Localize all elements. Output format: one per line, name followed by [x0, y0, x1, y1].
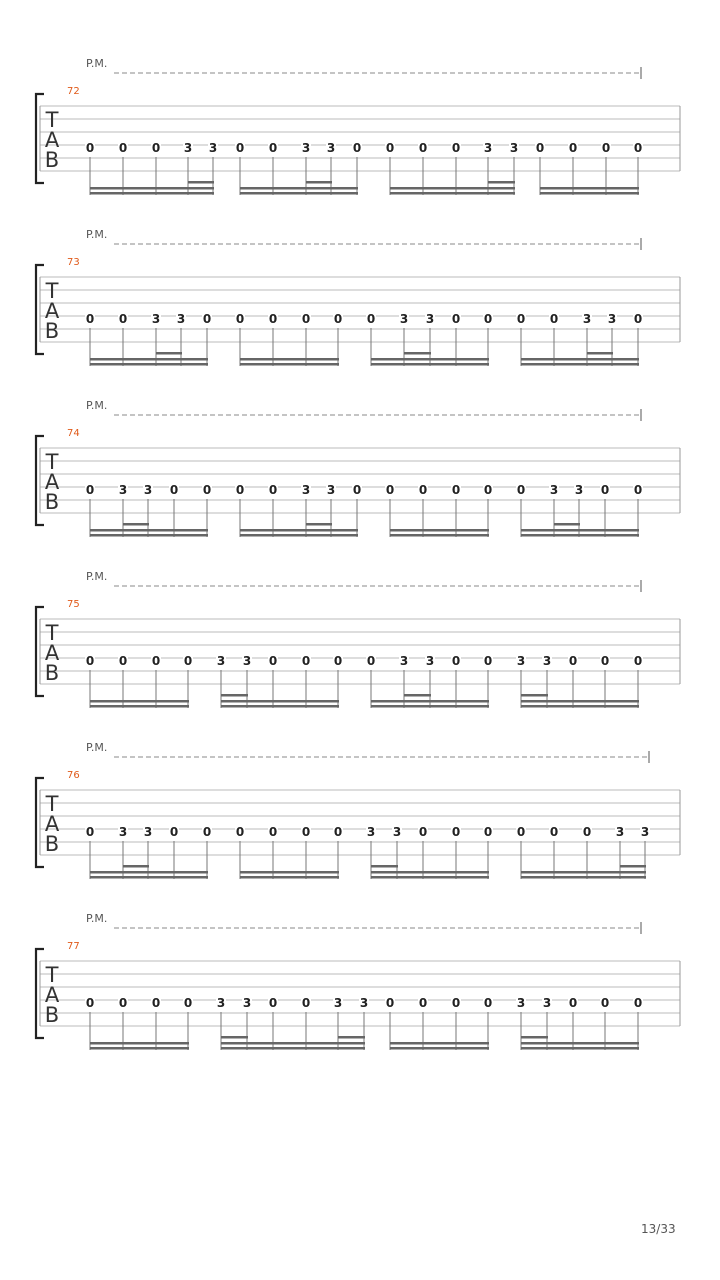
beam-sixteenth: [540, 192, 639, 195]
beam-sixteenth: [240, 876, 339, 879]
fret-number: 0: [516, 483, 526, 497]
beam-sixteenth: [90, 1047, 189, 1050]
tab-letter-a: A: [44, 128, 60, 152]
tab-system-75: [36, 570, 680, 708]
fret-number: 0: [352, 483, 362, 497]
fret-number: 0: [483, 654, 493, 668]
tab-letter-a: A: [44, 470, 60, 494]
beam-eighth: [221, 1042, 365, 1045]
beam-eighth: [90, 187, 214, 190]
beam-thirty-second: [306, 181, 332, 184]
fret-number: 3: [118, 825, 128, 839]
fret-number: 3: [425, 312, 435, 326]
beam-eighth: [371, 700, 489, 703]
beam-thirty-second: [488, 181, 515, 184]
fret-number: 0: [451, 483, 461, 497]
beam-thirty-second: [521, 694, 548, 697]
fret-number: 0: [202, 312, 212, 326]
tab-letter-b: B: [44, 832, 60, 856]
fret-number: 0: [568, 141, 578, 155]
fret-number: 0: [483, 312, 493, 326]
fret-number: 0: [352, 141, 362, 155]
fret-number: 3: [242, 996, 252, 1010]
fret-number: 0: [549, 825, 559, 839]
beam-sixteenth: [371, 705, 489, 708]
fret-number: 3: [183, 141, 193, 155]
beam-eighth: [521, 871, 646, 874]
palm-mute-label: P.M.: [86, 570, 108, 583]
page-number: 13/33: [641, 1222, 676, 1236]
beam-sixteenth: [240, 192, 358, 195]
fret-number: 0: [183, 654, 193, 668]
fret-number: 0: [268, 483, 278, 497]
palm-mute-label: P.M.: [86, 228, 108, 241]
beam-eighth: [390, 529, 489, 532]
fret-number: 0: [601, 141, 611, 155]
beam-thirty-second: [188, 181, 214, 184]
palm-mute-label: P.M.: [86, 741, 108, 754]
beam-sixteenth: [371, 876, 489, 879]
fret-number: 3: [399, 654, 409, 668]
tab-system-76: [36, 741, 680, 879]
tab-letter-a: A: [44, 983, 60, 1007]
fret-number: 0: [268, 312, 278, 326]
tab-letter-b: B: [44, 661, 60, 685]
fret-number: 0: [516, 825, 526, 839]
fret-number: 0: [169, 483, 179, 497]
beam-thirty-second: [123, 865, 149, 868]
beam-thirty-second: [371, 865, 398, 868]
tab-letter-a: A: [44, 641, 60, 665]
beam-sixteenth: [90, 192, 214, 195]
beam-thirty-second: [620, 865, 646, 868]
fret-number: 0: [483, 483, 493, 497]
fret-number: 3: [208, 141, 218, 155]
beam-eighth: [521, 358, 639, 361]
fret-number: 0: [418, 996, 428, 1010]
fret-number: 0: [118, 312, 128, 326]
fret-number: 3: [509, 141, 519, 155]
beam-thirty-second: [554, 523, 580, 526]
fret-number: 0: [202, 483, 212, 497]
fret-number: 0: [451, 654, 461, 668]
beam-thirty-second: [338, 1036, 365, 1039]
fret-number: 0: [85, 654, 95, 668]
fret-number: 0: [549, 312, 559, 326]
beam-eighth: [240, 358, 339, 361]
fret-number: 0: [85, 141, 95, 155]
fret-number: 3: [516, 654, 526, 668]
fret-number: 3: [366, 825, 376, 839]
fret-number: 3: [242, 654, 252, 668]
beam-sixteenth: [371, 363, 489, 366]
fret-number: 0: [535, 141, 545, 155]
fret-number: 0: [151, 654, 161, 668]
beam-sixteenth: [240, 534, 358, 537]
fret-number: 0: [451, 825, 461, 839]
fret-number: 0: [516, 312, 526, 326]
measure-number: 75: [67, 599, 80, 610]
fret-number: 0: [333, 312, 343, 326]
beam-sixteenth: [390, 1047, 489, 1050]
fret-number: 0: [385, 483, 395, 497]
fret-number: 3: [151, 312, 161, 326]
fret-number: 3: [333, 996, 343, 1010]
fret-number: 0: [333, 825, 343, 839]
beam-thirty-second: [306, 523, 332, 526]
fret-number: 0: [118, 996, 128, 1010]
tab-letter-t: T: [45, 963, 59, 987]
fret-number: 0: [202, 825, 212, 839]
fret-number: 3: [392, 825, 402, 839]
fret-number: 0: [600, 996, 610, 1010]
beam-sixteenth: [90, 705, 189, 708]
tab-system-72: [36, 57, 680, 195]
fret-number: 0: [235, 825, 245, 839]
tab-letter-b: B: [44, 148, 60, 172]
fret-number: 0: [633, 312, 643, 326]
fret-number: 3: [301, 141, 311, 155]
beam-sixteenth: [90, 534, 208, 537]
fret-number: 0: [235, 483, 245, 497]
fret-number: 3: [549, 483, 559, 497]
beam-thirty-second: [404, 694, 431, 697]
fret-number: 3: [118, 483, 128, 497]
fret-number: 3: [326, 141, 336, 155]
beam-sixteenth: [90, 876, 208, 879]
tab-system-74: [36, 399, 680, 537]
fret-number: 0: [268, 825, 278, 839]
beam-eighth: [521, 529, 639, 532]
beam-eighth: [390, 187, 515, 190]
fret-number: 0: [582, 825, 592, 839]
palm-mute-label: P.M.: [86, 57, 108, 70]
beam-eighth: [240, 871, 339, 874]
beam-sixteenth: [521, 705, 639, 708]
fret-number: 0: [633, 141, 643, 155]
fret-number: 3: [216, 654, 226, 668]
fret-number: 3: [582, 312, 592, 326]
palm-mute-label: P.M.: [86, 912, 108, 925]
beam-eighth: [90, 871, 208, 874]
fret-number: 3: [542, 996, 552, 1010]
beam-eighth: [90, 1042, 189, 1045]
fret-number: 0: [600, 483, 610, 497]
fret-number: 0: [418, 141, 428, 155]
fret-number: 0: [301, 996, 311, 1010]
beam-eighth: [221, 700, 339, 703]
fret-number: 3: [574, 483, 584, 497]
fret-number: 3: [326, 483, 336, 497]
fret-number: 0: [483, 996, 493, 1010]
fret-number: 0: [418, 483, 428, 497]
palm-mute-label: P.M.: [86, 399, 108, 412]
beam-eighth: [371, 358, 489, 361]
fret-number: 0: [301, 654, 311, 668]
beam-sixteenth: [90, 363, 208, 366]
fret-number: 0: [151, 996, 161, 1010]
beam-sixteenth: [221, 1047, 365, 1050]
fret-number: 0: [301, 312, 311, 326]
fret-number: 0: [633, 996, 643, 1010]
fret-number: 0: [169, 825, 179, 839]
beam-eighth: [240, 529, 358, 532]
beam-sixteenth: [521, 1047, 639, 1050]
measure-number: 73: [67, 257, 80, 268]
tab-letter-b: B: [44, 490, 60, 514]
beam-eighth: [390, 1042, 489, 1045]
fret-number: 0: [301, 825, 311, 839]
fret-number: 0: [85, 483, 95, 497]
measure-number: 76: [67, 770, 80, 781]
beam-thirty-second: [404, 352, 431, 355]
beam-thirty-second: [587, 352, 613, 355]
fret-number: 0: [633, 483, 643, 497]
fret-number: 0: [151, 141, 161, 155]
tab-letter-t: T: [45, 792, 59, 816]
beam-eighth: [90, 529, 208, 532]
beam-sixteenth: [240, 363, 339, 366]
fret-number: 3: [542, 654, 552, 668]
beam-eighth: [90, 358, 208, 361]
fret-number: 0: [268, 996, 278, 1010]
beam-thirty-second: [221, 1036, 248, 1039]
fret-number: 0: [268, 654, 278, 668]
tab-letter-b: B: [44, 319, 60, 343]
fret-number: 3: [425, 654, 435, 668]
tab-letter-t: T: [45, 108, 59, 132]
fret-number: 3: [516, 996, 526, 1010]
beam-eighth: [521, 1042, 639, 1045]
fret-number: 0: [568, 654, 578, 668]
fret-number: 0: [85, 825, 95, 839]
fret-number: 0: [118, 654, 128, 668]
tab-system-77: [36, 912, 680, 1050]
beam-eighth: [90, 700, 189, 703]
fret-number: 0: [235, 312, 245, 326]
fret-number: 0: [418, 825, 428, 839]
fret-number: 3: [359, 996, 369, 1010]
tab-letter-b: B: [44, 1003, 60, 1027]
beam-sixteenth: [521, 363, 639, 366]
fret-number: 0: [451, 312, 461, 326]
fret-number: 0: [366, 654, 376, 668]
fret-number: 0: [633, 654, 643, 668]
beam-sixteenth: [521, 876, 646, 879]
measure-number: 74: [67, 428, 80, 439]
fret-number: 0: [235, 141, 245, 155]
measure-number: 72: [67, 86, 80, 97]
fret-number: 0: [85, 996, 95, 1010]
fret-number: 3: [607, 312, 617, 326]
beam-eighth: [371, 871, 489, 874]
beam-sixteenth: [390, 534, 489, 537]
fret-number: 3: [143, 483, 153, 497]
beam-sixteenth: [221, 705, 339, 708]
fret-number: 0: [183, 996, 193, 1010]
beam-eighth: [240, 187, 358, 190]
fret-number: 3: [301, 483, 311, 497]
fret-number: 0: [451, 996, 461, 1010]
beam-eighth: [521, 700, 639, 703]
measure-number: 77: [67, 941, 80, 952]
fret-number: 3: [640, 825, 650, 839]
tab-letter-a: A: [44, 299, 60, 323]
tab-letter-t: T: [45, 450, 59, 474]
fret-number: 0: [268, 141, 278, 155]
fret-number: 0: [568, 996, 578, 1010]
fret-number: 0: [483, 825, 493, 839]
fret-number: 3: [615, 825, 625, 839]
beam-thirty-second: [221, 694, 248, 697]
fret-number: 0: [85, 312, 95, 326]
tab-letter-a: A: [44, 812, 60, 836]
fret-number: 3: [483, 141, 493, 155]
fret-number: 0: [600, 654, 610, 668]
tab-letter-t: T: [45, 621, 59, 645]
beam-sixteenth: [521, 534, 639, 537]
fret-number: 0: [451, 141, 461, 155]
beam-thirty-second: [521, 1036, 548, 1039]
beam-sixteenth: [390, 192, 515, 195]
beam-thirty-second: [156, 352, 182, 355]
fret-number: 3: [143, 825, 153, 839]
fret-number: 0: [385, 996, 395, 1010]
beam-eighth: [540, 187, 639, 190]
fret-number: 3: [176, 312, 186, 326]
tab-letter-t: T: [45, 279, 59, 303]
fret-number: 0: [385, 141, 395, 155]
fret-number: 0: [118, 141, 128, 155]
fret-number: 0: [366, 312, 376, 326]
fret-number: 3: [216, 996, 226, 1010]
tab-system-73: [36, 228, 680, 366]
beam-thirty-second: [123, 523, 149, 526]
fret-number: 3: [399, 312, 409, 326]
fret-number: 0: [333, 654, 343, 668]
